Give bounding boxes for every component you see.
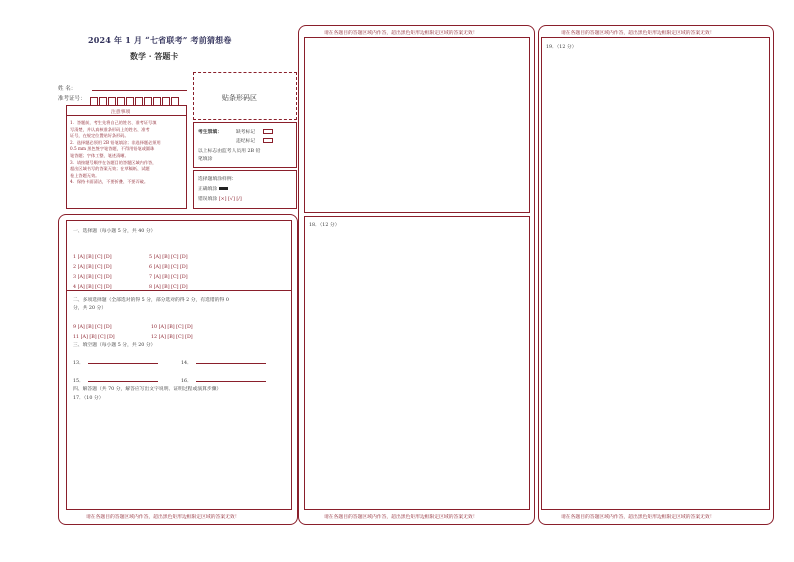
blank-q15[interactable] — [73, 376, 158, 384]
fill-wrong — [198, 195, 242, 202]
exam-status-label: 考生禁填： — [198, 129, 222, 135]
choice-row-q12[interactable]: 12 [A] [B] [C] [D] — [151, 335, 193, 340]
answer-area-q18[interactable] — [304, 216, 530, 510]
q16-label: 16． — [181, 379, 192, 384]
warning-col2-top: 请在各题目的答题区域内作答，超出黑色矩形边框限定区域的答案无效！ — [324, 31, 478, 36]
blank-q14[interactable] — [181, 358, 266, 366]
notice-box — [66, 105, 187, 209]
page-title: 2024 年 1 月 “七省联考” 考前猜想卷 — [88, 35, 232, 45]
absent-checkbox[interactable] — [263, 129, 273, 134]
section1-title: 一、选择题（每小题 5 分，共 40 分） — [73, 229, 156, 234]
notice-line: 1．答题前，考生先将自己的姓名、准考证号填 — [70, 120, 157, 125]
q16-answer-line[interactable] — [196, 376, 266, 382]
notice-line: 4．保持卡面清洁，不要折叠、不要弄破。 — [70, 179, 149, 185]
section2-title: 二、多项选择题（全部选对的得 5 分，部分选对的得 2 分，有选错的得 0 — [73, 298, 229, 303]
q13-answer-line[interactable] — [88, 358, 158, 364]
wrong-marks: [×] [√] [/] — [218, 197, 242, 202]
notice-list — [70, 120, 161, 186]
answer-area-q17-cont[interactable] — [304, 37, 530, 213]
section1-choices[interactable] — [73, 243, 188, 290]
q13-label: 13． — [73, 361, 84, 366]
warning-col3-top: 请在各题目的答题区域内作答，超出黑色矩形边框限定区域的答案无效！ — [561, 31, 715, 36]
violation-mark — [236, 137, 273, 144]
q18-label: 18．（12 分） — [309, 223, 340, 228]
answer-area-col1[interactable] — [66, 220, 292, 510]
exam-status-note: 以上标志由监考人员用 2B 铅 — [198, 149, 261, 154]
section3-title: 三、填空题（每小题 5 分，共 20 分） — [73, 343, 156, 348]
violation-checkbox[interactable] — [263, 138, 273, 143]
notice-line: 2．选择题必须用 2B 铅笔填涂；非选择题必须用 — [70, 139, 161, 145]
ticket-number-grid[interactable] — [90, 91, 190, 102]
section2-title-cont: 分，共 20 分） — [73, 306, 107, 311]
absent-mark — [236, 128, 273, 135]
ticket-label: 准考证号： — [58, 96, 86, 102]
choice-row-q3[interactable]: 3 [A] [B] [C] [D] — [73, 275, 112, 280]
q14-answer-line[interactable] — [196, 358, 266, 364]
choice-row-q5[interactable]: 5 [A] [B] [C] [D] — [149, 255, 188, 260]
exam-status-note: 笔填涂 — [198, 157, 213, 162]
q15-answer-line[interactable] — [88, 376, 158, 382]
q17-label: 17．（10 分） — [73, 396, 104, 401]
fill-correct — [198, 185, 228, 192]
barcode-area — [193, 72, 297, 120]
filled-mark-icon — [219, 187, 228, 191]
blank-q13[interactable] — [73, 358, 158, 366]
notice-line: 笔答题；字体工整、笔迹清晰。 — [70, 152, 129, 158]
blank-q16[interactable] — [181, 376, 266, 384]
notice-title: 注意事项 — [111, 110, 131, 115]
section2-choices[interactable] — [73, 313, 193, 340]
notice-header — [67, 106, 186, 116]
warning-col2-bottom: 请在各题目的答题区域内作答，超出黑色矩形边框限定区域的答案无效！ — [324, 515, 478, 520]
fill-wrong-label: 错误填涂 — [198, 197, 218, 202]
notice-line: 0.5 mm 黑色签字笔答题，不得用铅笔或圆珠 — [70, 146, 155, 152]
choice-row-q11[interactable]: 11 [A] [B] [C] [D] — [73, 335, 115, 340]
barcode-label: 贴条形码区 — [222, 94, 257, 102]
answer-area-q19[interactable] — [541, 37, 770, 510]
fill-sample-title: 选择题填涂样例： — [198, 177, 237, 182]
absent-label: 缺考标记 — [236, 130, 256, 135]
choice-row-q2[interactable]: 2 [A] [B] [C] [D] — [73, 265, 112, 270]
notice-line: 超出区域书写的答案无效；在草稿纸、试题 — [70, 166, 150, 172]
q14-label: 14． — [181, 361, 192, 366]
page-subtitle: 数学 · 答题卡 — [130, 51, 179, 61]
notice-line: 3．请按题号顺序在各题目的答题区域内作答， — [70, 159, 157, 165]
name-label: 姓 名： — [58, 86, 77, 92]
choice-row-q10[interactable]: 10 [A] [B] [C] [D] — [151, 325, 193, 330]
choice-row-q6[interactable]: 6 [A] [B] [C] [D] — [149, 265, 188, 270]
notice-line: 卷上答题无效。 — [70, 172, 100, 178]
warning-col3-bottom: 请在各题目的答题区域内作答，超出黑色矩形边框限定区域的答案无效！ — [561, 515, 715, 520]
notice-line: 写清楚，并认真核准条形码上的姓名、准考 — [70, 126, 150, 132]
section-divider — [67, 290, 291, 291]
exam-status-box — [193, 122, 297, 168]
warning-col1: 请在各题目的答题区域内作答，超出黑色矩形边框限定区域的答案无效！ — [86, 515, 240, 520]
q19-label: 19．（12 分） — [546, 45, 577, 50]
q15-label: 15． — [73, 379, 84, 384]
section4-title: 四、解答题（共 70 分，解答应写出文字说明、证明过程或演算步骤） — [73, 387, 222, 392]
notice-line: 证号，在规定位置贴好条形码。 — [70, 133, 129, 139]
choice-row-q4[interactable]: 4 [A] [B] [C] [D] — [73, 285, 112, 290]
fill-sample-box — [193, 170, 297, 209]
choice-row-q7[interactable]: 7 [A] [B] [C] [D] — [149, 275, 188, 280]
choice-row-q1[interactable]: 1 [A] [B] [C] [D] — [73, 255, 112, 260]
choice-row-q9[interactable]: 9 [A] [B] [C] [D] — [73, 325, 112, 330]
choice-row-q8[interactable]: 8 [A] [B] [C] [D] — [149, 285, 188, 290]
fill-correct-label: 正确填涂 — [198, 187, 218, 192]
violation-label: 违纪标记 — [236, 139, 256, 144]
